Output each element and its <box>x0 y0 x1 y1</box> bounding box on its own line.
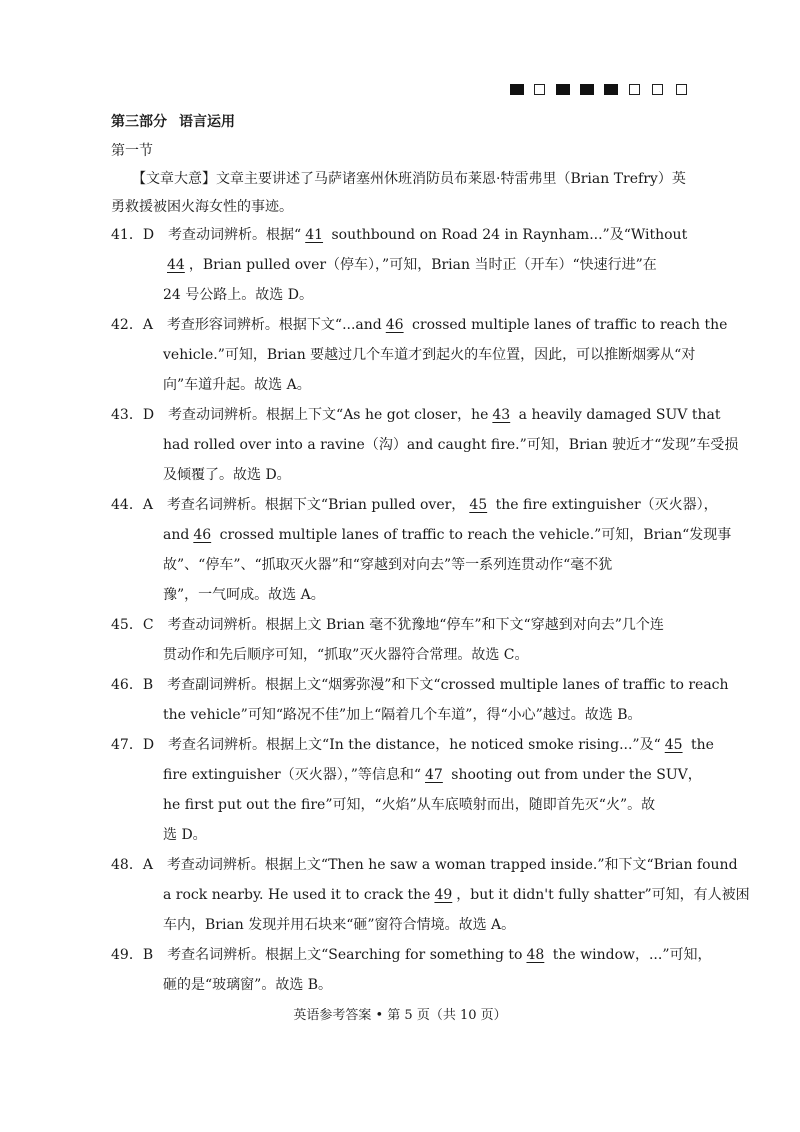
answer-47-line: fire extinguisher（灭火器），”等信息和“ 47 shooting out from under the SUV， <box>163 767 702 783</box>
progress-square-filled <box>510 84 524 95</box>
answer-44-line: 44．A 考查名词辨析。根据下文“Brian pulled over， 45 the fire extinguisher（灭火器）， <box>111 497 718 513</box>
section-title <box>111 111 235 131</box>
answer-48-line: a rock nearby. He used it to crack the 49 ，but it didn't fully shatter”可知，有人被困 <box>163 887 750 903</box>
blank-number: 48 <box>526 947 545 963</box>
page-footer: 英语参考答案 • 第 5 页（共 10 页） <box>293 1008 507 1023</box>
answer-45-line: 45．C 考查动词辨析。根据上文 Brian 毫不犹豫地“停车”和下文“穿越到对向去”几个连 <box>111 617 664 633</box>
progress-square-filled <box>556 84 570 95</box>
answer-49-line: 49．B 考查名词辨析。根据上文“Searching for something to 48 the window，...”可知， <box>111 947 712 963</box>
answer-47-line: 47．D 考查名词辨析。根据上文“In the distance，he noticed smoke rising...”及“ 45 the <box>111 737 714 753</box>
answer-41-line: 41．D 考查动词辨析。根据“ 41 southbound on Road 24 in Raynham...”及“Without <box>111 227 688 243</box>
section-part: 第三部分 <box>111 114 167 130</box>
blank-number: 45 <box>469 497 488 513</box>
blank-number: 46 <box>193 527 212 543</box>
answer-44-line: and 46 crossed multiple lanes of traffic to reach the vehicle.”可知，Brian“发现事 <box>163 527 732 543</box>
answer-42-line: vehicle.”可知，Brian 要越过几个车道才到起火的车位置，因此，可以推断烟雾从“对 <box>163 347 696 363</box>
answer-45-line: 贯动作和先后顺序可知，“抓取”灭火器符合常理。故选 C。 <box>163 647 529 663</box>
progress-square-empty <box>629 84 640 95</box>
answer-46-line: 46．B 考查副词辨析。根据上文“烟雾弥漫”和下文“crossed multiple lanes of traffic to reach <box>111 677 729 693</box>
answer-42-line: 42．A 考查形容词辨析。根据下文“...and 46 crossed multiple lanes of traffic to reach the <box>111 317 728 333</box>
answer-47-line: he first put out the fire”可知，“火焰”从车底喷射而出，随即首先灭“火”。故 <box>163 797 656 813</box>
blank-number: 43 <box>492 407 511 423</box>
answer-47-line: 选 D。 <box>163 827 207 843</box>
progress-square-empty <box>534 84 545 95</box>
answer-48-line: 48．A 考查动词辨析。根据上文“Then he saw a woman trapped inside.”和下文“Brian found <box>111 857 738 873</box>
answer-41-line: 44 ，Brian pulled over（停车），”可知，Brian 当时正（开车）“快速行进”在 <box>163 256 657 274</box>
answer-44-line: 豫”，一气呵成。故选 A。 <box>163 587 325 603</box>
answer-46-line: the vehicle”可知“路况不佳”加上“隔着几个车道”，得“小心”越过。故选 B。 <box>163 707 642 723</box>
blank-number: 45 <box>664 737 683 753</box>
progress-square-empty <box>676 84 687 95</box>
answer-48-line: 车内，Brian 发现并用石块来“砸”窗符合情境。故选 A。 <box>163 917 516 933</box>
blank-number: 47 <box>425 767 443 783</box>
answer-43-line: 43．D 考查动词辨析。根据上下文“As he got closer，he 43 a heavily damaged SUV that <box>111 407 721 423</box>
answer-43-line: had rolled over into a ravine（沟）and caught fire.”可知，Brian 驶近才“发现”车受损 <box>163 437 739 453</box>
answer-41-line: 24 号公路上。故选 D。 <box>163 287 313 303</box>
section-name: 语言运用 <box>179 114 235 130</box>
blank-number: 41 <box>305 227 324 243</box>
answer-44-line: 故”、“停车”、“抓取灭火器”和“穿越到对向去”等一系列连贯动作“毫不犹 <box>163 557 613 573</box>
progress-square-empty <box>652 84 663 95</box>
progress-square-filled <box>604 84 618 95</box>
subsection-title: 第一节 <box>111 143 153 159</box>
summary-line: 【文章大意】文章主要讲述了马萨诸塞州休班消防员布莱恩·特雷弗里（Brian Trefry）英 <box>132 171 686 187</box>
blank-number: 44 <box>167 257 185 273</box>
answer-49-line: 砸的是“玻璃窗”。故选 B。 <box>163 977 333 993</box>
summary-line: 勇救援被困火海女性的事迹。 <box>111 199 293 215</box>
answer-43-line: 及倾覆了。故选 D。 <box>163 467 291 483</box>
blank-number: 46 <box>385 317 404 333</box>
progress-square-filled <box>580 84 594 95</box>
answer-42-line: 向”车道升起。故选 A。 <box>163 377 311 393</box>
blank-number: 49 <box>434 887 453 903</box>
